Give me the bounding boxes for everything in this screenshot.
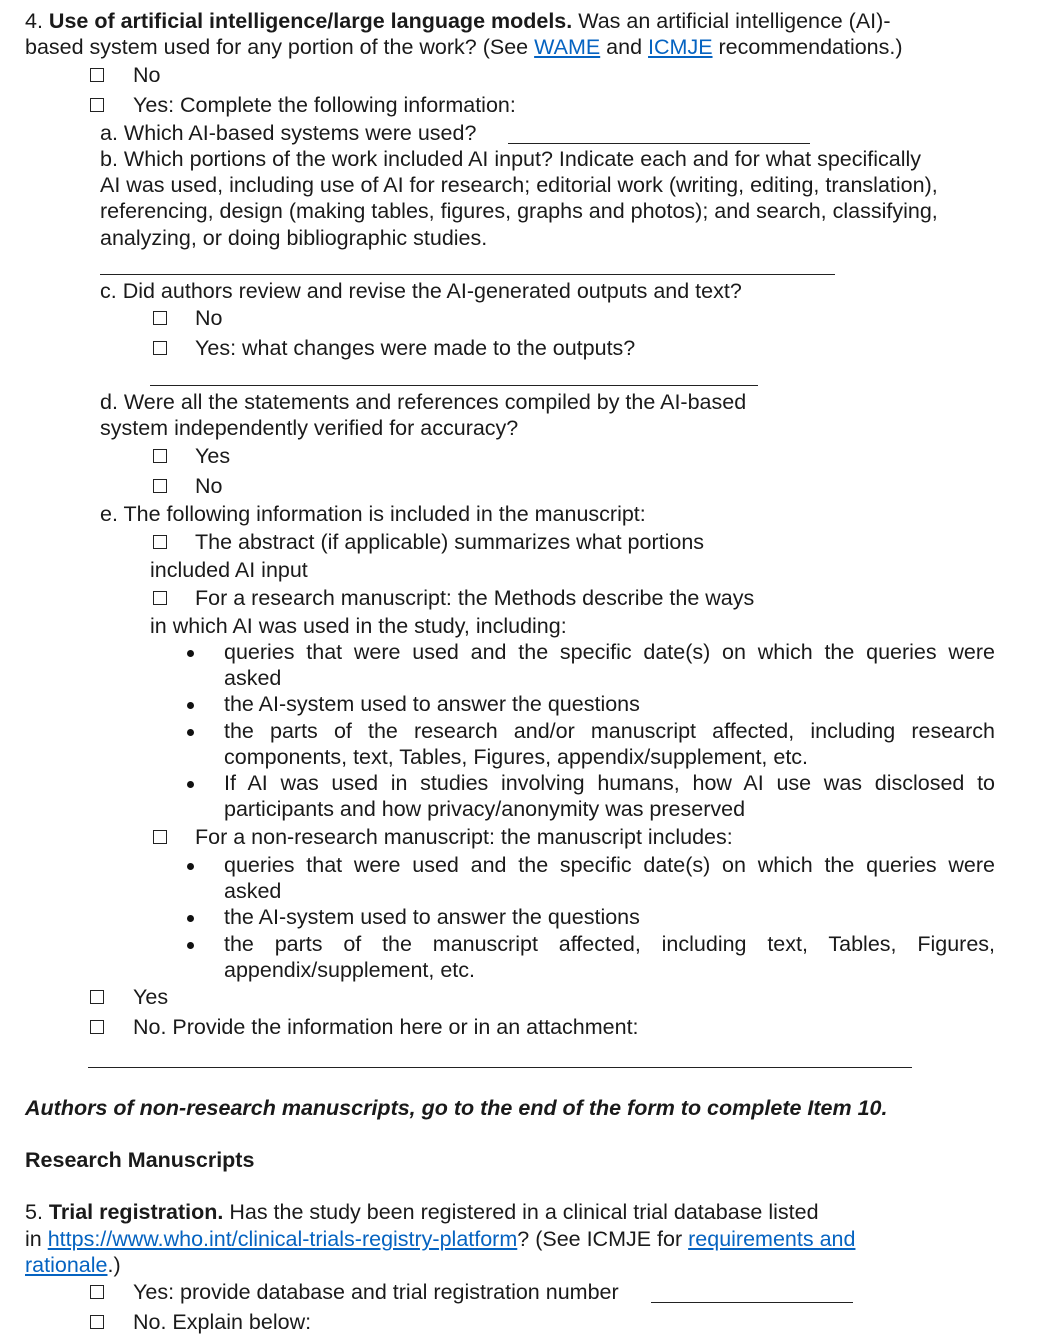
q4c-yes-label: Yes: what changes were made to the outputs? xyxy=(195,336,636,360)
research-bullet-4-line2: participants and how privacy/anonymity was preserved xyxy=(224,797,746,821)
q4e-nonresearch-checkbox[interactable] xyxy=(153,830,167,844)
non-research-note: Authors of non-research manuscripts, go to the end of the form to complete Item 10. xyxy=(25,1096,888,1120)
q4a-answer-line[interactable] xyxy=(508,143,810,144)
nonresearch-bullet-1-line1: queries that were used and the specific date(s) on which the queries were xyxy=(224,853,995,877)
q4-final-yes-checkbox[interactable] xyxy=(90,990,104,1004)
q4a-label: a. Which AI-based systems were used? xyxy=(100,121,477,145)
bullet-icon xyxy=(187,729,194,736)
q4e-research-line2: in which AI was used in the study, including: xyxy=(150,614,567,638)
q5-title: Trial registration. xyxy=(48,1200,224,1224)
q4e-abstract-line2: included AI input xyxy=(150,558,308,582)
q4-no-label: No xyxy=(133,63,161,87)
q4c-yes-checkbox[interactable] xyxy=(153,341,167,355)
icmje-link[interactable]: ICMJE xyxy=(648,35,713,59)
q4-title: Use of artificial intelligence/large language models. xyxy=(48,9,573,33)
q4e-abstract-checkbox[interactable] xyxy=(153,535,167,549)
research-bullet-3-line1: the parts of the research and/or manuscript affected, including research xyxy=(224,719,995,743)
q4b-line4: analyzing, or doing bibliographic studies. xyxy=(100,226,488,250)
section-heading: Research Manuscripts xyxy=(25,1148,255,1172)
nonresearch-bullet-2: the AI-system used to answer the questions xyxy=(224,905,640,929)
q5-no-checkbox[interactable] xyxy=(90,1315,104,1329)
q4e-abstract-line1: The abstract (if applicable) summarizes what portions xyxy=(195,530,705,554)
research-bullet-1-line2: asked xyxy=(224,666,282,690)
q4d-yes-label: Yes xyxy=(195,444,231,468)
q4-final-yes-label: Yes xyxy=(133,985,169,1009)
research-bullet-2: the AI-system used to answer the questions xyxy=(224,692,640,716)
q4d-line2: system independently verified for accuracy? xyxy=(100,416,519,440)
q5-registration-line[interactable] xyxy=(651,1302,853,1303)
q4-heading xyxy=(25,8,890,34)
q4d-line1: d. Were all the statements and references compiled by the AI-based xyxy=(100,390,747,414)
q4-no-checkbox[interactable] xyxy=(90,68,104,82)
who-registry-link[interactable]: https://www.who.int/clinical-trials-registry-platform xyxy=(47,1227,518,1251)
bullet-icon xyxy=(187,942,194,949)
q4e-label: e. The following information is included in the manuscript: xyxy=(100,502,646,526)
q4-final-answer-line[interactable] xyxy=(88,1067,912,1068)
q5-heading xyxy=(25,1199,819,1225)
nonresearch-bullet-3-line2: appendix/supplement, etc. xyxy=(224,958,475,982)
bullet-icon xyxy=(187,915,194,922)
q4e-research-checkbox[interactable] xyxy=(153,591,167,605)
q4-final-no-checkbox[interactable] xyxy=(90,1020,104,1034)
requirements-link[interactable]: requirements and xyxy=(688,1227,856,1251)
research-bullet-3-line2: components, text, Tables, Figures, appendix/supplement, etc. xyxy=(224,745,809,769)
research-bullet-4-line1: If AI was used in studies involving humans, how AI use was disclosed to xyxy=(224,771,995,795)
nonresearch-bullet-3-line1: the parts of the manuscript affected, including text, Tables, Figures, xyxy=(224,932,995,956)
bullet-icon xyxy=(187,650,194,657)
q5-number: 5. xyxy=(25,1200,43,1224)
q5-intro: Has the study been registered in a clinical trial database listed xyxy=(223,1200,819,1224)
q4e-research-line1: For a research manuscript: the Methods describe the ways xyxy=(195,586,755,610)
q4b-line1: b. Which portions of the work included AI input? Indicate each and for what specifically xyxy=(100,147,922,171)
q4c-answer-line[interactable] xyxy=(150,385,758,386)
q4-intro: Was an artificial intelligence (AI)- xyxy=(572,9,891,33)
q4-intro-line2: based system used for any portion of the work? (See WAME and ICMJE recommendations.) xyxy=(25,35,903,59)
research-bullet-1-line1: queries that were used and the specific date(s) on which the queries were xyxy=(224,640,995,664)
q4-yes-label: Yes: Complete the following information: xyxy=(133,93,516,117)
q4e-nonresearch-label: For a non-research manuscript: the manuscript includes: xyxy=(195,825,733,849)
nonresearch-bullet-1-line2: asked xyxy=(224,879,282,903)
q4-number: 4. xyxy=(25,9,43,33)
q4c-label: c. Did authors review and revise the AI-generated outputs and text? xyxy=(100,279,742,303)
q5-no-label: No. Explain below: xyxy=(133,1310,312,1334)
q4d-yes-checkbox[interactable] xyxy=(153,449,167,463)
q4b-line3: referencing, design (making tables, figures, graphs and photos); and search, classifying, xyxy=(100,199,938,223)
q4b-line2: AI was used, including use of AI for research; editorial work (writing, editing, translation), xyxy=(100,173,938,197)
q5-intro-line2: in https://www.who.int/clinical-trials-registry-platform? (See ICMJE for requirements and xyxy=(25,1227,856,1251)
q4d-no-checkbox[interactable] xyxy=(153,479,167,493)
q5-yes-label: Yes: provide database and trial registration number xyxy=(133,1280,619,1304)
bullet-icon xyxy=(187,863,194,870)
wame-link[interactable]: WAME xyxy=(534,35,601,59)
q5-intro-line3: rationale.) xyxy=(25,1253,121,1277)
q4c-no-label: No xyxy=(195,306,223,330)
bullet-icon xyxy=(187,781,194,788)
bullet-icon xyxy=(187,702,194,709)
q4-yes-checkbox[interactable] xyxy=(90,98,104,112)
rationale-link[interactable]: rationale xyxy=(25,1253,108,1277)
q5-yes-checkbox[interactable] xyxy=(90,1285,104,1299)
q4c-no-checkbox[interactable] xyxy=(153,311,167,325)
q4-final-no-label: No. Provide the information here or in an attachment: xyxy=(133,1015,639,1039)
q4b-answer-line[interactable] xyxy=(100,274,835,275)
q4d-no-label: No xyxy=(195,474,223,498)
